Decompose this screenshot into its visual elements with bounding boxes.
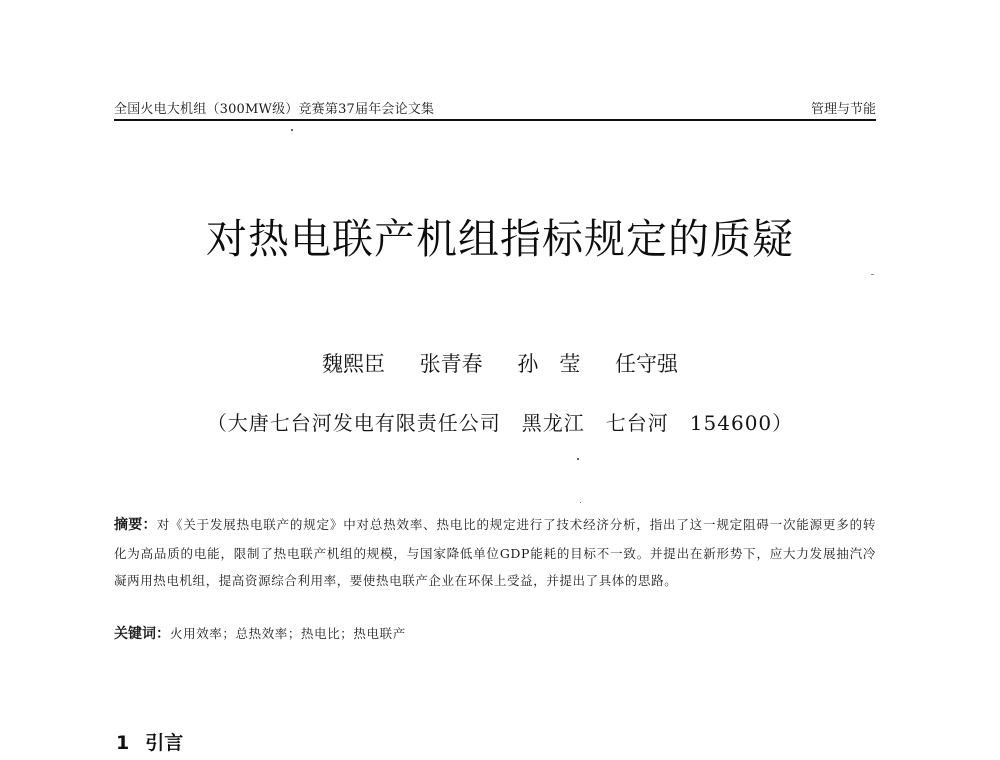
running-header <box>114 96 876 120</box>
keywords-text: 火用效率；总热效率；热电比；热电联产 <box>170 626 406 641</box>
scan-speck <box>871 274 874 275</box>
author-name: 张青春 <box>419 352 483 376</box>
author-name: 孙 莹 <box>517 352 581 376</box>
abstract-label: 摘要： <box>114 517 157 533</box>
keywords-label: 关键词： <box>114 626 170 642</box>
proceedings-title: 全国火电大机组（300MW级）竞赛第37届年会论文集 <box>114 102 435 117</box>
scan-speck <box>580 502 581 503</box>
section-number: 1 <box>116 732 130 754</box>
section-category: 管理与节能 <box>810 102 876 117</box>
section-title: 引言 <box>145 732 184 754</box>
section-heading-introduction <box>116 728 183 755</box>
header-rule <box>114 119 876 121</box>
abstract-text: 对《关于发展热电联产的规定》中对总热效率、热电比的规定进行了技术经济分析，指出了这一规定阻碍一次能源更多的转化为高品质的电能，限制了热电联产机组的规模，与国家降低单位GDP能耗的目标不一致。并提出在新形势下，应大力发展抽汽冷凝两用热电机组，提高资源综合利用率，要使热电联产企业在环保上受益，并提出了具体的思路。 <box>114 517 877 588</box>
author-affiliation: （大唐七台河发电有限责任公司 黑龙江 七台河 154600） <box>206 411 794 435</box>
author-list <box>0 348 1000 378</box>
scan-speck <box>291 129 293 131</box>
paper-title: 对热电联产机组指标规定的质疑 <box>206 215 794 263</box>
keywords <box>114 623 876 643</box>
author-name: 魏熙臣 <box>321 352 385 376</box>
author-name: 任守强 <box>615 352 679 376</box>
scan-speck <box>577 458 579 460</box>
abstract <box>114 511 876 595</box>
